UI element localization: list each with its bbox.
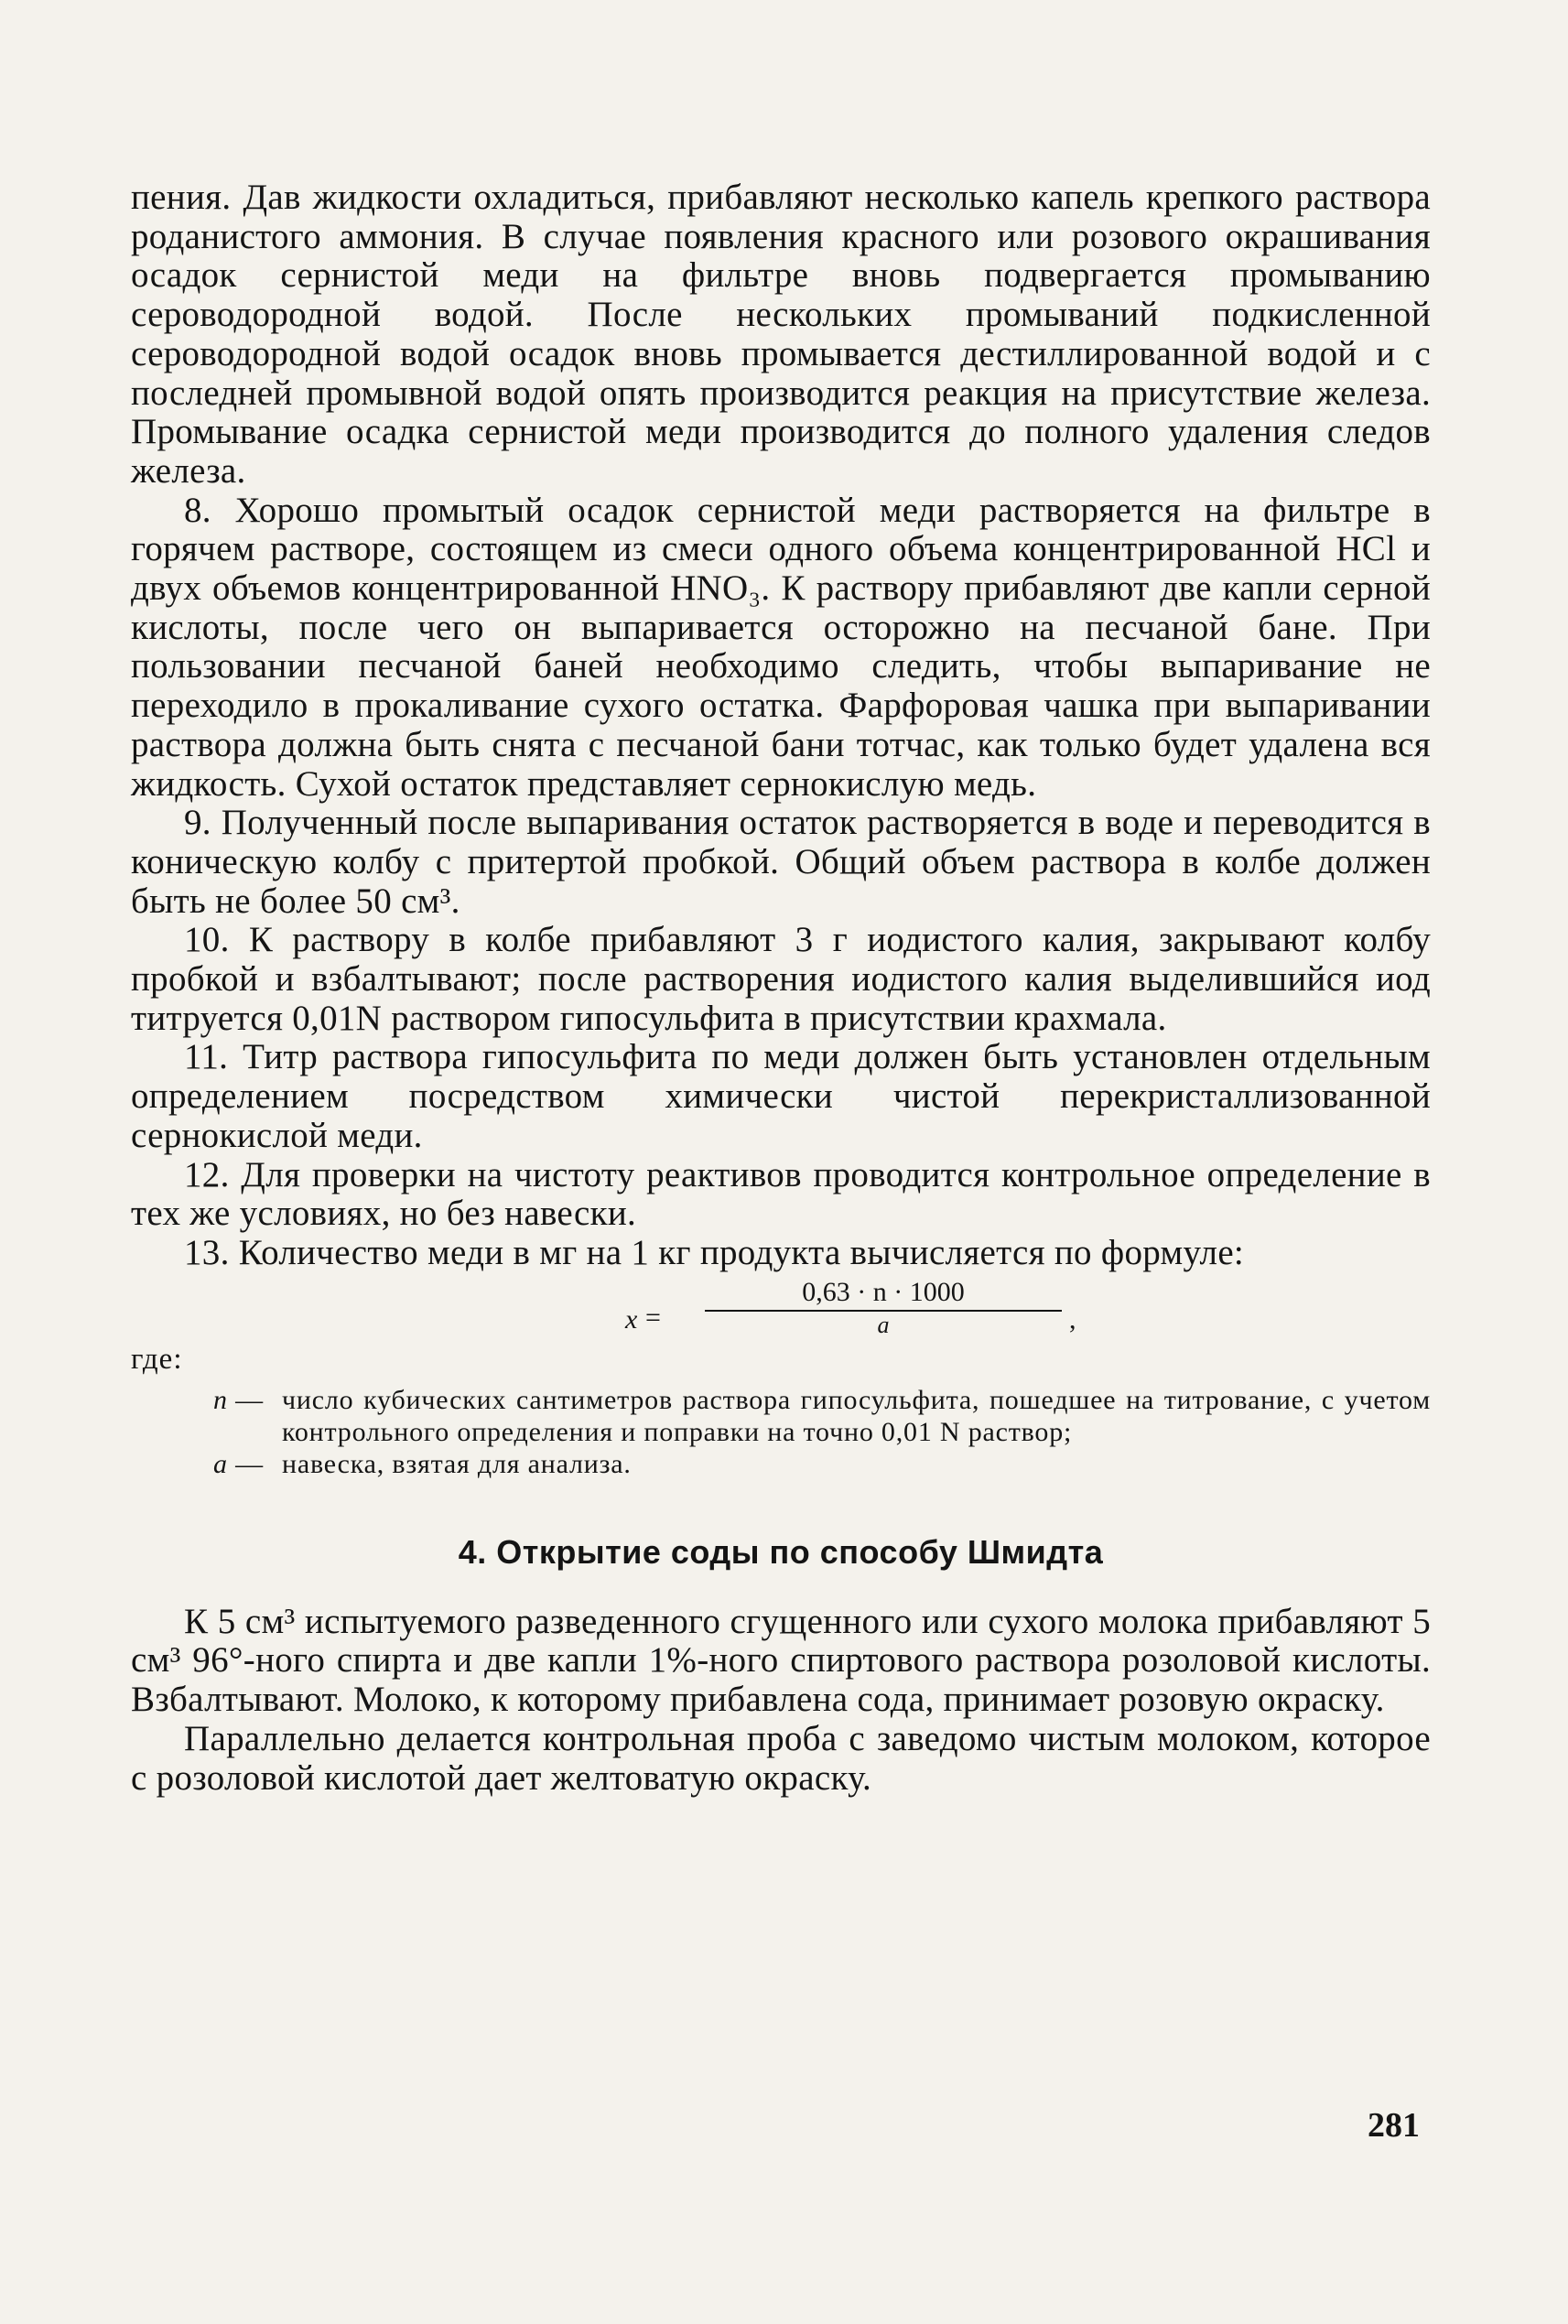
section-title: 4. Открытие соды по способу Шмидта [458, 1532, 1104, 1571]
formula-trailing-comma: , [1069, 1303, 1076, 1335]
paragraph-step-13: 13. Количество меди в мг на 1 кг продукта вычисляется по формуле: [184, 1232, 1245, 1272]
definition-text: навеска, взятая для анализа. [282, 1448, 632, 1479]
page-content [131, 178, 1431, 1798]
formula-fraction [700, 1277, 1066, 1339]
formula-numerator: 0,63 · n · 1000 [802, 1276, 965, 1307]
definition-a [131, 1448, 1431, 1480]
definition-dash: — [227, 1448, 264, 1479]
formula-denominator: a [877, 1311, 890, 1338]
page-number: 281 [1368, 2106, 1420, 2145]
paragraph-soda-test: К 5 см³ испытуемого разведенного сгущенного или сухого молока прибавляют 5 см³ 96°-ного спирта и две капли 1%-ного спиртового раствора розоловой кислоты. Взбалтывают. Молоко, к которому прибавлена сода, принимает розовую окраску. [131, 1601, 1431, 1720]
paragraph-control-sample: Параллельно делается контрольная проба с заведомо чистым молоком, которое с розоловой кислотой дает желтоватую окраску. [131, 1718, 1431, 1798]
paragraph-step-12: 12. Для проверки на чистоту реактивов проводится контрольное определение в тех же условиях, но без навески. [131, 1154, 1431, 1234]
paragraph-step-10: 10. К раствору в колбе прибавляют 3 г иодистого калия, закрывают колбу пробкой и взбалтывают; после растворения иодистого калия выделившийся иод титруется 0,01N раствором гипосульфита в присутствии крахмала. [131, 920, 1431, 1038]
definition-symbol: n [213, 1384, 228, 1415]
bottom-text-block [131, 1603, 1431, 1799]
definition-text: число кубических сантиметров раствора гипосульфита, пошедшее на титрование, с учетом контрольного определения и поправки на точно 0,01 N раствор; [282, 1384, 1431, 1447]
definition-head [213, 1448, 264, 1480]
definition-head [213, 1384, 264, 1416]
formula [131, 1277, 1431, 1350]
paragraph-step-9: 9. Полученный после выпаривания остаток растворяется в воде и переводится в коническую колбу с притертой пробкой. Общий объем раствора в колбе должен быть не более 50 см³. [131, 803, 1431, 921]
definition-symbol: a [213, 1448, 228, 1479]
where-label: где: [131, 1342, 183, 1376]
definition-dash: — [227, 1384, 264, 1415]
formula-lhs: x [625, 1303, 638, 1335]
paragraph-step-8: 8. Хорошо промытый осадок сернистой меди растворяется на фильтре в горячем растворе, состоящем из смеси одного объема концентрированной HCl и двух объемов концентрированной HNO₃. К раствору прибавляют две капли серной кислоты, после чего он выпаривается осторожно на песчаной бане. При пользовании песчаной баней необходимо следить, чтобы выпаривание не переходило в прокаливание сухого остатка. Фарфоровая чашка при выпаривании раствора должна быть снята с песчаной бани тотчас, как только будет удалена вся жидкость. Сухой остаток представляет сернокислую медь. [131, 490, 1431, 804]
definition-n [131, 1384, 1431, 1448]
formula-equals: = [645, 1302, 661, 1333]
variable-definitions [131, 1384, 1431, 1480]
top-text-block [131, 178, 1431, 1273]
paragraph-continuation: пения. Дав жидкости охладиться, прибавляют несколько капель крепкого раствора роданистого аммония. В случае появления красного или розового окрашивания осадок сернистой меди на фильтре вновь подвергается промыванию сероводородной водой. После нескольких промываний подкисленной сероводородной водой осадок вновь промывается дестиллированной водой и с последней промывной водой опять производится реакция на присутствие железа. Промывание осадка сернистой меди производится до полного удаления следов железа. [131, 178, 1431, 491]
paragraph-step-11: 11. Титр раствора гипосульфита по меди должен быть установлен отдельным определением посредством химически чистой перекристаллизованной сернокислой меди. [131, 1037, 1431, 1155]
